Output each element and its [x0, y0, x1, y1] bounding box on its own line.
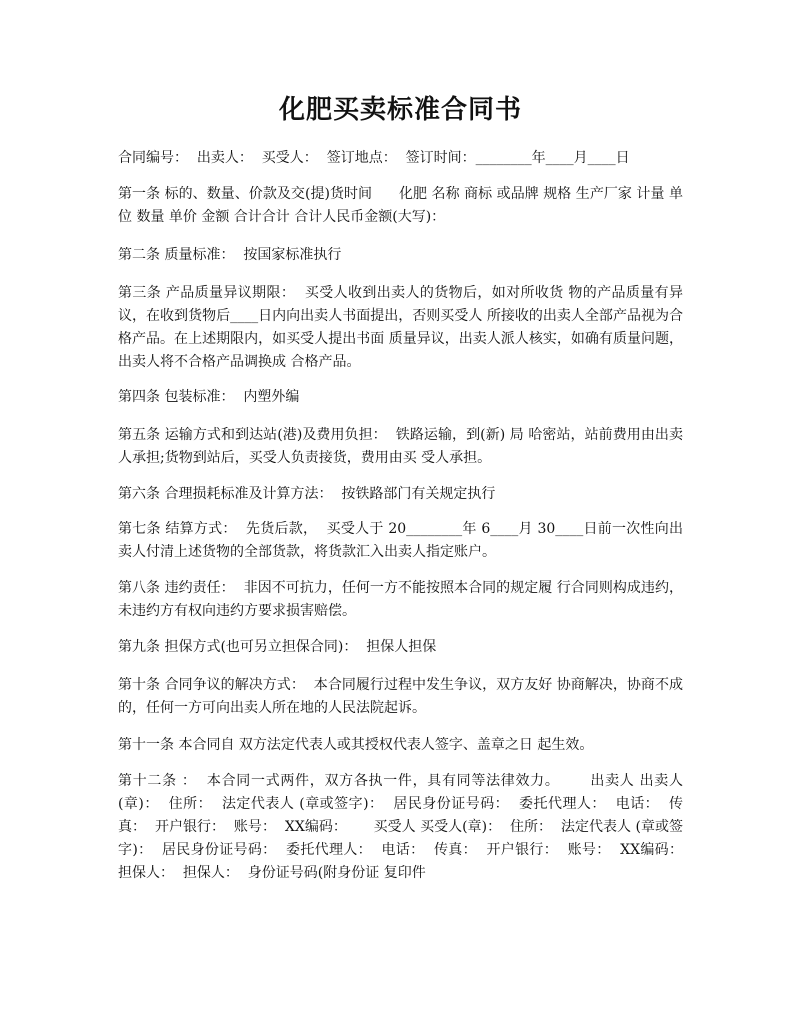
clause-7: 第七条 结算方式： 先货后款， 买受人于 20________年 6____月 30____日前一次性向出卖人付清上述货物的全部货款，将货款汇入出卖人指定账户。 — [118, 521, 683, 560]
clause-3: 第三条 产品质量异议期限： 买受人收到出卖人的货物后，如对所收货 物的产品质量有异议，在收到货物后____日内向出卖人书面提出，否则买受人 所接收的出卖人全部产品视为合格产品。在上述期限内，如买受人提出书面 质量异议，出卖人派人核实，如确有质量问题，出卖人将不合格产品调换成 合格产品。 — [118, 285, 683, 370]
clause-9: 第九条 担保方式(也可另立担保合同)： 担保人担保 — [118, 639, 437, 655]
clause-5: 第五条 运输方式和到达站(港)及费用负担： 铁路运输，到(新) 局 哈密站，站前费用由出卖人承担;货物到站后，买受人负责接货，费用由买 受人承担。 — [118, 427, 683, 466]
clause-8: 第八条 违约责任： 非因不可抗力，任何一方不能按照本合同的规定履 行合同则构成违约，未违约方有权向违约方要求损害赔偿。 — [118, 580, 683, 619]
clause-12: 第十二条 ： 本合同一式两件，双方各执一件，具有同等法律效力。 出卖人 出卖人(章)： 住所： 法定代表人 (章或签字)： 居民身份证号码： 委托代理人： 电话： 传真： 开户银行： 账号： XX编码： 买受人 买受人(章)： 住所： 法定代表人 (章或签字)： 居民身份证号码： 委托代理人： 电话： 传真： 开户银行： 账号： XX编码： 担保人： 担保人： 身份证号码(附身份证 复印件 — [118, 773, 710, 881]
clause-10: 第十条 合同争议的解决方式： 本合同履行过程中发生争议，双方友好 协商解决，协商不成的，任何一方可向出卖人所在地的人民法院起诉。 — [118, 677, 683, 716]
contract-header-line: 合同编号： 出卖人： 买受人： 签订地点： 签订时间：________年____月____日 — [118, 150, 630, 166]
clause-11: 第十一条 本合同自 双方法定代表人或其授权代表人签字、盖章之日 起生效。 — [118, 737, 594, 753]
clause-4: 第四条 包装标准： 内塑外编 — [118, 389, 300, 405]
clause-2: 第二条 质量标准： 按国家标准执行 — [118, 247, 342, 263]
document-title: 化肥买卖标准合同书 — [278, 95, 522, 125]
clause-1: 第一条 标的、数量、价款及交(提)货时间 化肥 名称 商标 或品牌 规格 生产厂家 计量 单位 数量 单价 金额 合计合计 合计人民币金额(大写)： — [118, 186, 683, 225]
clause-6: 第六条 合理损耗标准及计算方法： 按铁路部门有关规定执行 — [118, 486, 496, 502]
